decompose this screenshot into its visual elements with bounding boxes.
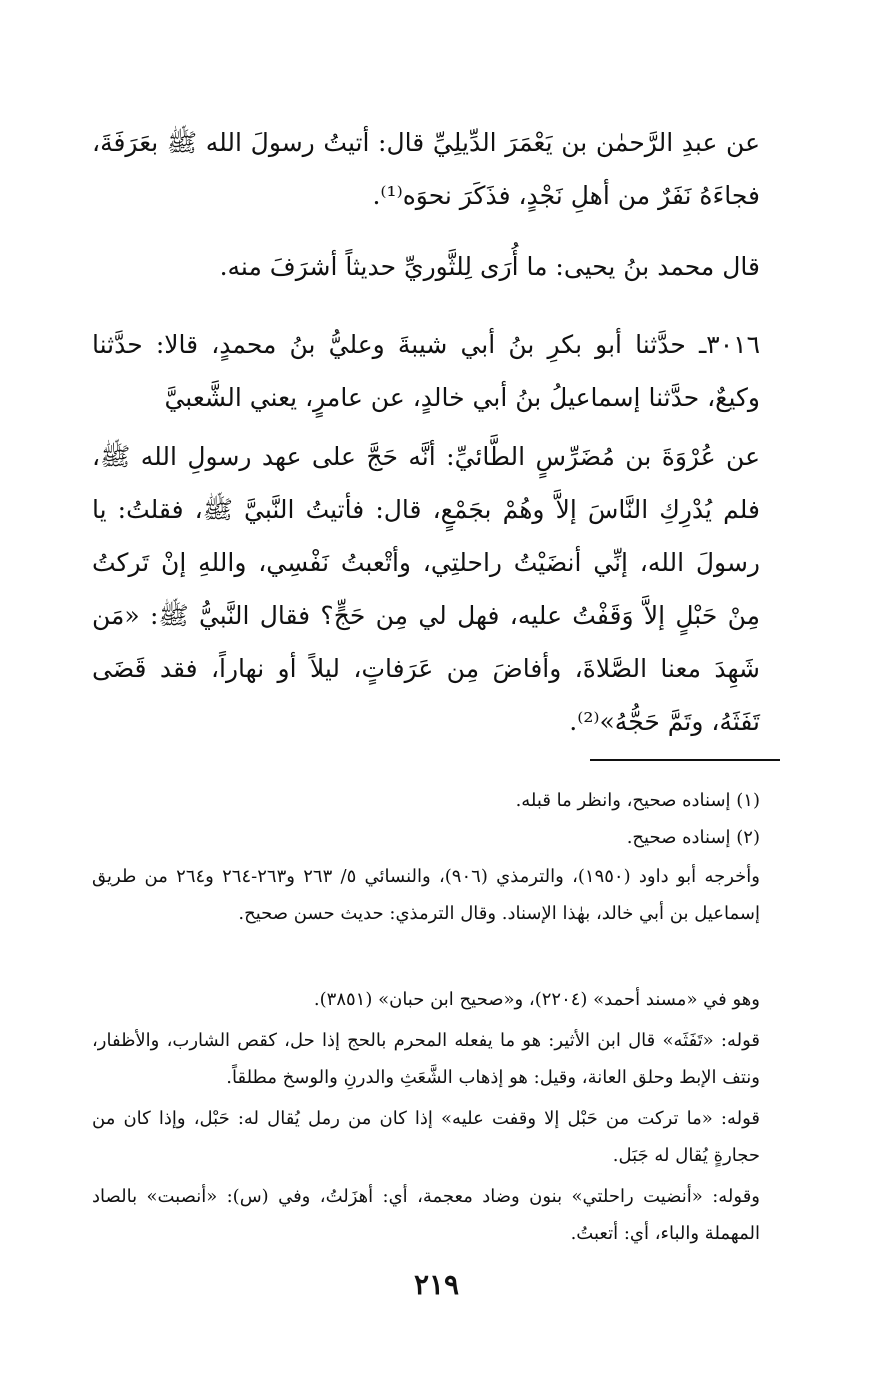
narrator-comment-paragraph: قال محمد بنُ يحيى: ما أُرَى لِلثَّوريِّ حديثاً أشرَفَ منه. xyxy=(219,252,760,281)
footnote-2-andayt: وقوله: «أنضيت راحلتي» بنون وضاد معجمة، أي: أهزَلتُ، وفي (س): «أنصبت» بالصاد المهملة والباء، أي: أتعبتُ. xyxy=(92,1186,760,1244)
hadith-paragraph-2: عن عُرْوَةَ بن مُضَرِّسٍ الطَّائيِّ: أنَّه حَجَّ على عهد رسولِ الله ﷺ، فلم يُدْرِكِ النَّاسَ إلاَّ وهُمْ بجَمْعٍ، قال: فأتيتُ النَّبيَّ ﷺ، فقلتُ: يا رسولَ الله، إنِّي أنضَيْتُ راحلتِي، وأتْعبتُ نَفْسِي، واللهِ إنْ تَركتُ مِنْ حَبْلٍ إلاَّ وَقَفْتُ عليه، فهل لي مِن حَجٍّ؟ فقال النَّبيُّ ﷺ: «مَن شَهِدَ معنا الصَّلاةَ، وأفاضَ مِن عَرَفاتٍ، ليلاً أو نهاراً، فقد قَضَى تَفَثَهُ، وتَمَّ حَجُّهُ»⁽²⁾. xyxy=(92,442,761,736)
footnote-2: (٢) إسناده صحيح. xyxy=(626,827,760,848)
footnote-divider xyxy=(590,759,780,761)
footnote-1: (١) إسناده صحيح، وانظر ما قبله. xyxy=(515,790,760,811)
hadith-chain-paragraph: ٣٠١٦ـ حدَّثنا أبو بكرِ بنُ أبي شيبةَ وعليُّ بنُ محمدٍ، قالا: حدَّثنا وكيعٌ، حدَّثنا إسماعيلُ بنُ أبي خالدٍ، عن عامرٍ، يعني الشَّعبيَّ xyxy=(92,330,760,412)
footnote-2-tafath: قوله: «تَفَثَه» قال ابن الأثير: هو ما يفعله المحرم بالحج إذا حل، كقص الشارب، والأظفار، ونتف الإبط وحلق العانة، وقيل: هو إذهاب الشَّعَثِ والدرنِ والوسخ مطلقاً. xyxy=(92,1030,760,1088)
hadith-paragraph-1: عن عبدِ الرَّحمٰن بن يَعْمَرَ الدِّيلِيِّ قال: أتيتُ رسولَ الله ﷺ بعَرَفَةَ، فجاءَهُ نَفَرٌ من أهلِ نَجْدٍ، فذَكَرَ نحوَه⁽¹⁾. xyxy=(92,128,760,210)
footnote-2-musnad: وهو في «مسند أحمد» (٢٢٠٤)، و«صحيح ابن حبان» (٣٨٥١). xyxy=(313,989,760,1010)
page-number: ٢١٩ xyxy=(413,1268,460,1301)
footnote-2-takhrij: وأخرجه أبو داود (١٩٥٠)، والترمذي (٩٠٦)، والنسائي ٥/ ٢٦٣ و٢٦٣-٢٦٤ و٢٦٤ من طريق إسماعيل بن أبي خالد، بهٰذا الإسناد. وقال الترمذي: حديث حسن صحيح. xyxy=(92,866,760,924)
footnote-2-habl: قوله: «ما تركت من حَبْل إلا وقفت عليه» إذا كان من رمل يُقال له: حَبْل، وإذا كان من حجارةٍ يُقال له جَبَل. xyxy=(92,1108,760,1166)
